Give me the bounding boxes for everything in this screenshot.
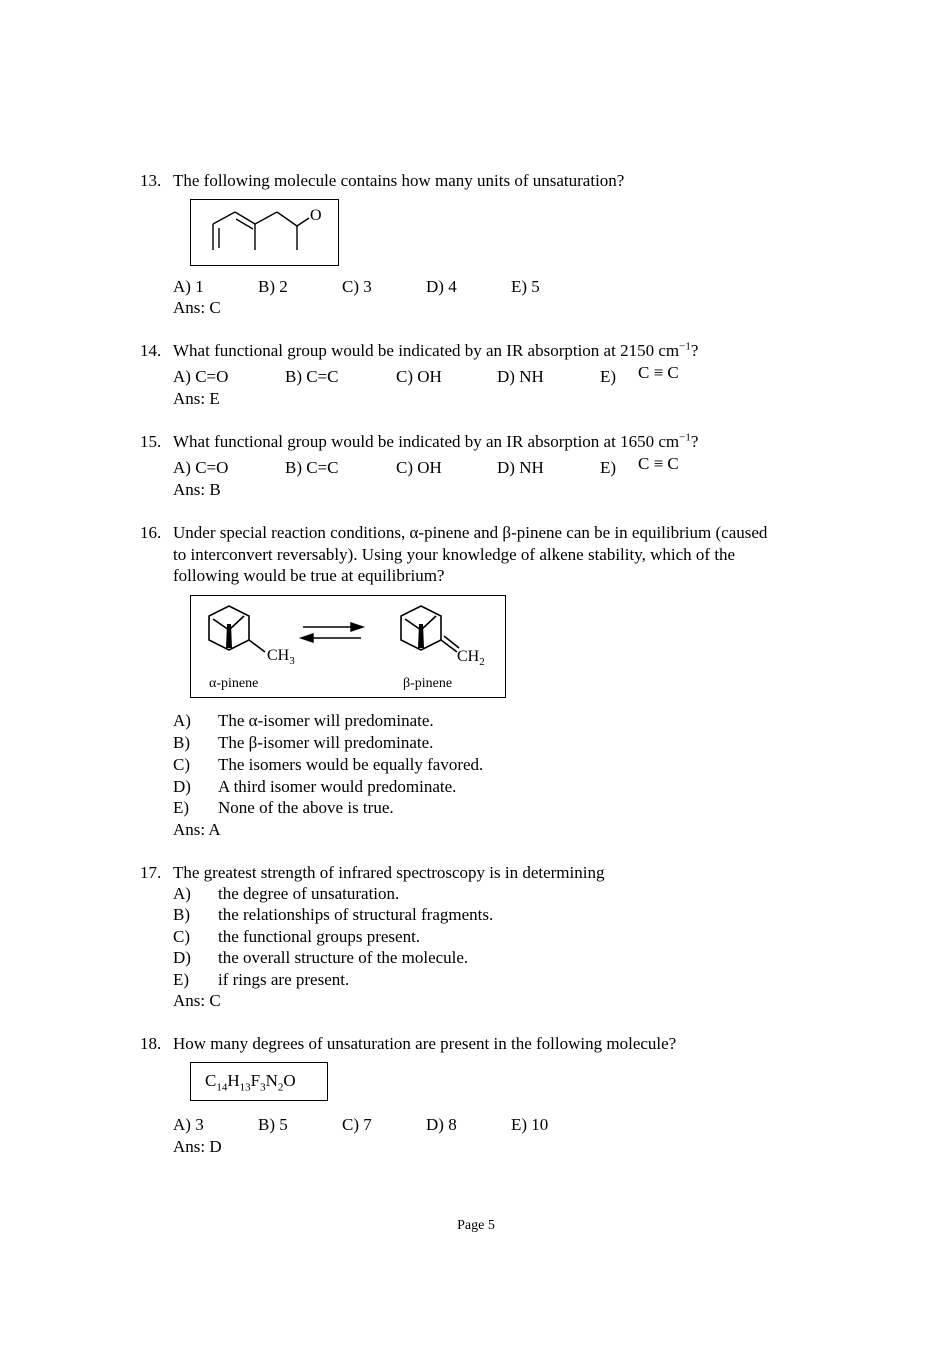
q14-answer: Ans: E	[173, 389, 220, 408]
q15-superscript: −1	[679, 431, 691, 444]
question-15-stem: What functional group would be indicated by an IR absorption at 1650 $cm^{-1}$?	[173, 431, 699, 451]
q16-option-d-letter: D)	[173, 777, 191, 796]
q15-option-b: B) C=C	[285, 458, 339, 477]
q13-answer: Ans: C	[173, 298, 221, 317]
q17-option-c-text: the functional groups present.	[218, 927, 421, 946]
q15-option-e-formula: C ≡ C	[638, 454, 679, 473]
q18-option-a: A) 3	[173, 1115, 204, 1134]
q15-option-d: D) NH	[497, 458, 544, 477]
q18-answer: Ans: D	[173, 1137, 222, 1156]
q17-option-b-text: the relationships of structural fragments.	[218, 905, 494, 924]
alpha-pinene-label: α-pinene	[209, 676, 259, 691]
question-16-number: 16.	[140, 523, 162, 542]
alpha-methyl-label: $CH_3$	[267, 647, 295, 667]
question-13-number: 13.	[140, 171, 162, 190]
q16-option-b-letter: B)	[173, 733, 190, 752]
q17-option-e-text: if rings are present.	[218, 970, 350, 989]
q14-option-e-formula: C ≡ C	[638, 363, 679, 382]
question-14-number: 14.	[140, 341, 162, 360]
q16-option-a-letter: A)	[173, 711, 191, 730]
question-18-number: 18.	[140, 1034, 162, 1053]
q14-superscript: −1	[679, 340, 691, 353]
question-16-stem-line-1: Under special reaction conditions, α-pinene and β-pinene can be in equilibrium (caused	[173, 523, 768, 542]
q18-option-e: E) 10	[511, 1115, 549, 1134]
q17-option-d-text: the overall structure of the molecule.	[218, 948, 469, 967]
question-13-molecule	[191, 200, 337, 264]
q13-option-e: E) 5	[511, 277, 540, 296]
q16-option-b-text: The β-isomer will predominate.	[218, 733, 434, 752]
alpha-pinene-structure	[209, 606, 265, 652]
question-14-stem: What functional group would be indicated by an IR absorption at 2150 $cm^{-1}$?	[173, 340, 699, 360]
question-16-equilibrium-box	[190, 595, 506, 698]
beta-methylene-label: $CH_2$	[457, 648, 485, 668]
q18-option-b: B) 5	[258, 1115, 288, 1134]
q14-option-c: C) OH	[396, 367, 442, 386]
q15-answer: Ans: B	[173, 480, 221, 499]
q17-answer: Ans: C	[173, 991, 221, 1010]
molecular-formula: $C_{14}H_{13}F_3N_2O$	[205, 1071, 296, 1094]
q16-option-a-text: The α-isomer will predominate.	[218, 711, 434, 730]
q13-option-a: A) 1	[173, 277, 204, 296]
q15-option-a: A) C=O	[173, 458, 229, 477]
beta-pinene-label: β-pinene	[403, 676, 453, 691]
q14-option-a: A) C=O	[173, 367, 229, 386]
q16-option-c-text: The isomers would be equally favored.	[218, 755, 484, 774]
question-17-number: 17.	[140, 863, 162, 882]
q17-option-a-letter: A)	[173, 884, 191, 903]
q13-option-b: B) 2	[258, 277, 288, 296]
question-18-stem: How many degrees of unsaturation are present in the following molecule?	[173, 1034, 677, 1053]
question-18-formula-box	[190, 1062, 328, 1101]
q16-answer: Ans: A	[173, 820, 221, 839]
alpha-pinene-wedge	[226, 624, 232, 648]
q14-option-e: E)	[600, 367, 617, 386]
q14-option-d: D) NH	[497, 367, 544, 386]
equilibrium-arrows	[301, 623, 363, 642]
q16-option-d-text: A third isomer would predominate.	[218, 777, 457, 796]
q17-option-b-letter: B)	[173, 905, 190, 924]
q13-option-c: C) 3	[342, 277, 372, 296]
q14-option-b: B) C=C	[285, 367, 339, 386]
q18-option-d: D) 8	[426, 1115, 457, 1134]
question-15-number: 15.	[140, 432, 162, 451]
q15-option-e: E)	[600, 458, 617, 477]
question-16-stem-line-3: following would be true at equilibrium?	[173, 566, 445, 585]
q15-option-c: C) OH	[396, 458, 442, 477]
q18-option-c: C) 7	[342, 1115, 372, 1134]
q17-option-c-letter: C)	[173, 927, 190, 946]
beta-pinene-structure	[401, 606, 459, 652]
q16-option-e-text: None of the above is true.	[218, 798, 394, 817]
q17-option-a-text: the degree of unsaturation.	[218, 884, 400, 903]
q16-option-e-letter: E)	[173, 798, 190, 817]
q13-option-d: D) 4	[426, 277, 457, 296]
pinene-equilibrium-diagram	[191, 596, 504, 696]
oxygen-atom-label: O	[310, 207, 322, 224]
question-13-stem: The following molecule contains how many units of unsaturation?	[173, 171, 625, 190]
question-17-stem: The greatest strength of infrared spectroscopy is in determining	[173, 863, 605, 882]
question-13-structure-box	[190, 199, 339, 266]
q17-option-d-letter: D)	[173, 948, 191, 967]
question-16-stem-line-2: to interconvert reversably). Using your knowledge of alkene stability, which of the	[173, 545, 736, 564]
page-number: Page 5	[457, 1218, 495, 1233]
beta-pinene-wedge	[418, 624, 424, 648]
q16-option-c-letter: C)	[173, 755, 190, 774]
q17-option-e-letter: E)	[173, 970, 190, 989]
